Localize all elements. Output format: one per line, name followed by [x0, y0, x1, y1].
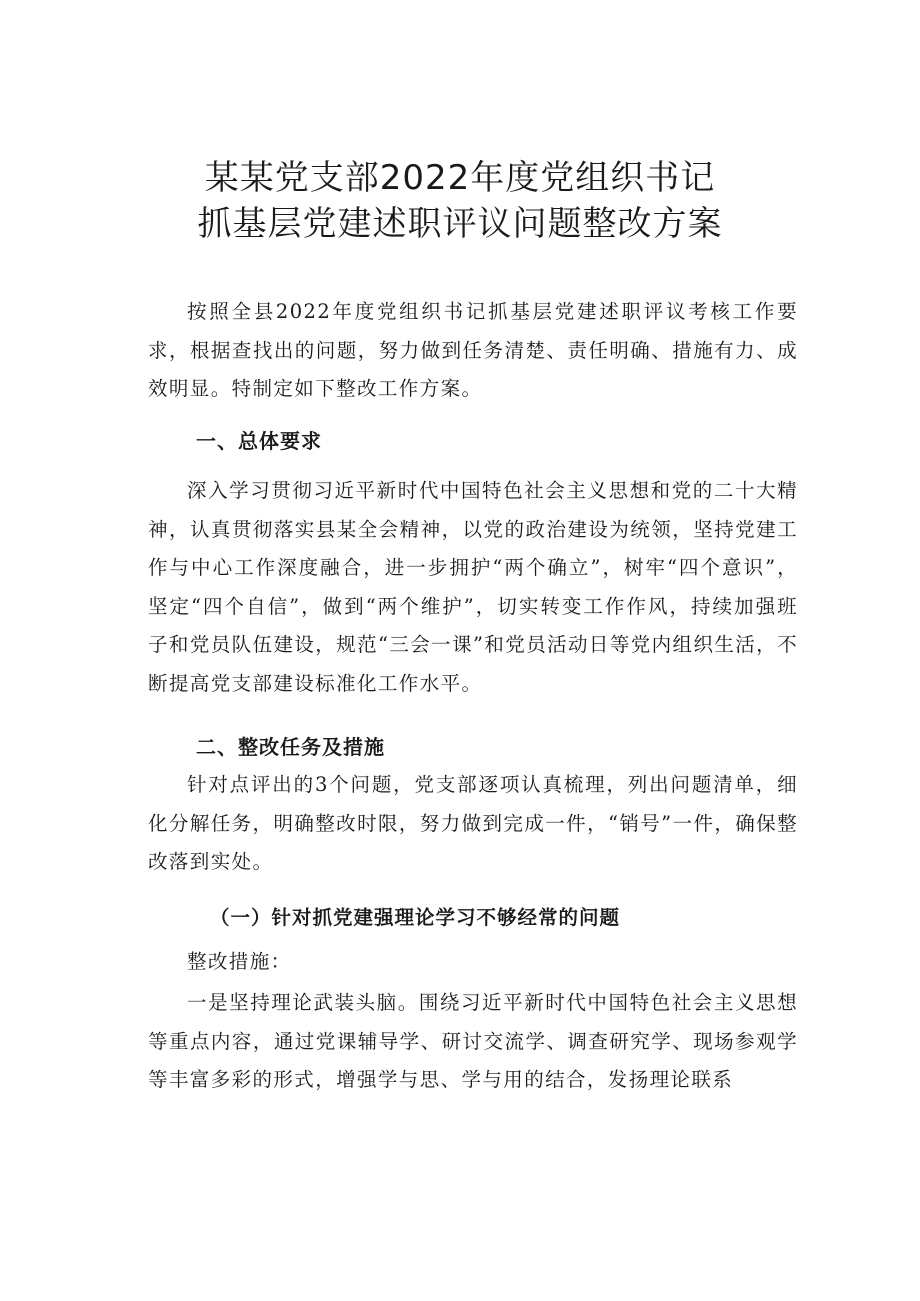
measure-1-paragraph: 一是坚持理论武装头脑。围绕习近平新时代中国特色社会主义思想等重点内容，通过党课辅导学、研讨交流学、调查研究学、现场参观学等丰富多彩的形式，增强学与思、学与用的结合，发扬理论联系: [148, 991, 798, 1091]
document-title-line1: 某某党支部2022年度党组织书记: [204, 158, 716, 198]
section-heading-general-requirements: 一、总体要求: [196, 429, 322, 453]
intro-paragraph: 按照全县2022年度党组织书记抓基层党建述职评议考核工作要求，根据查找出的问题，努力做到任务清楚、责任明确、措施有力、成效明显。特制定如下整改工作方案。: [148, 300, 798, 400]
section1-paragraph: 深入学习贯彻习近平新时代中国特色社会主义思想和党的二十大精神，认真贯彻落实县某全会精神，以党的政治建设为统领，坚持党建工作与中心工作深度融合，进一步拥护“两个确立”，树牢“四个意识”，坚定“四个自信”，做到“两个维护”，切实转变工作作风，持续加强班子和党员队伍建设，规范“三会一课”和党员活动日等党内组织生活，不断提高党支部建设标准化工作水平。: [148, 479, 798, 695]
measures-label: 整改措施：: [187, 950, 292, 973]
document-title-line2: 抓基层党建述职评议问题整改方案: [197, 204, 723, 244]
subsection-heading-1: （一）针对抓党建强理论学习不够经常的问题: [210, 906, 621, 929]
section2-paragraph: 针对点评出的3个问题，党支部逐项认真梳理，列出问题清单，细化分解任务，明确整改时限，努力做到完成一件，“销号”一件，确保整改落到实处。: [148, 773, 798, 873]
section-heading-tasks-measures: 二、整改任务及措施: [196, 735, 385, 759]
